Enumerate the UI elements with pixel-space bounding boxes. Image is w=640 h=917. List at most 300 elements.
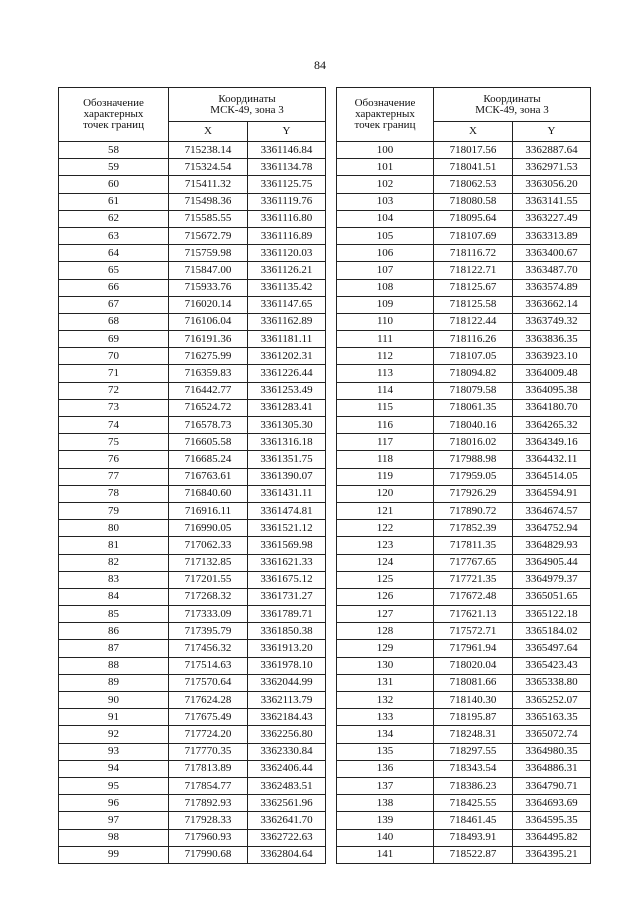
y-coordinate-cell: 3363923.10 (513, 348, 591, 365)
y-coordinate-cell: 3363662.14 (513, 296, 591, 313)
x-coordinate-cell: 717672.48 (434, 588, 513, 605)
x-coordinate-cell: 717960.93 (169, 829, 248, 846)
table-row (59, 795, 326, 812)
point-number-cell: 108 (337, 279, 434, 296)
x-column-header: X (169, 122, 248, 142)
table-row (337, 468, 591, 485)
y-coordinate-cell: 3364514.05 (513, 468, 591, 485)
point-number-cell: 86 (59, 623, 169, 640)
y-coordinate-cell: 3364674.57 (513, 502, 591, 519)
table-row (59, 726, 326, 743)
coordinates-header: Координаты МСК-49, зона 3 (169, 88, 326, 122)
y-coordinate-cell: 3362887.64 (513, 142, 591, 159)
y-coordinate-cell: 3361120.03 (248, 245, 326, 262)
table-row (337, 245, 591, 262)
table-row (59, 159, 326, 176)
table-row (59, 709, 326, 726)
point-number-cell: 130 (337, 657, 434, 674)
y-coordinate-cell: 3362256.80 (248, 726, 326, 743)
point-number-cell: 128 (337, 623, 434, 640)
point-number-cell: 139 (337, 812, 434, 829)
y-coordinate-cell: 3364829.93 (513, 537, 591, 554)
point-number-cell: 132 (337, 692, 434, 709)
x-coordinate-cell: 718061.35 (434, 399, 513, 416)
x-coordinate-cell: 716359.83 (169, 365, 248, 382)
table-row (337, 846, 591, 863)
x-coordinate-cell: 718297.55 (434, 743, 513, 760)
point-number-cell: 99 (59, 846, 169, 863)
point-number-cell: 134 (337, 726, 434, 743)
x-coordinate-cell: 716685.24 (169, 451, 248, 468)
x-coordinate-cell: 715238.14 (169, 142, 248, 159)
y-coordinate-cell: 3365051.65 (513, 588, 591, 605)
point-number-cell: 69 (59, 331, 169, 348)
x-coordinate-cell: 716524.72 (169, 399, 248, 416)
y-coordinate-cell: 3364905.44 (513, 554, 591, 571)
table-row (337, 588, 591, 605)
point-number-cell: 124 (337, 554, 434, 571)
point-number-cell: 61 (59, 193, 169, 210)
table-row (59, 245, 326, 262)
y-coordinate-cell: 3361162.89 (248, 313, 326, 330)
table-row (59, 382, 326, 399)
coordinates-table-right (336, 87, 591, 864)
table-row (337, 417, 591, 434)
table-row (59, 812, 326, 829)
x-coordinate-cell: 718094.82 (434, 365, 513, 382)
table-row (337, 657, 591, 674)
x-coordinate-cell: 718016.02 (434, 434, 513, 451)
table-row (59, 348, 326, 365)
x-coordinate-cell: 717201.55 (169, 571, 248, 588)
x-coordinate-cell: 716763.61 (169, 468, 248, 485)
x-coordinate-cell: 715585.55 (169, 210, 248, 227)
y-coordinate-cell: 3361202.31 (248, 348, 326, 365)
point-number-cell: 117 (337, 434, 434, 451)
y-coordinate-cell: 3361431.11 (248, 485, 326, 502)
x-coordinate-cell: 718020.04 (434, 657, 513, 674)
coordinates-table-left (58, 87, 326, 864)
y-coordinate-cell: 3363836.35 (513, 331, 591, 348)
y-coordinate-cell: 3364886.31 (513, 760, 591, 777)
point-number-cell: 123 (337, 537, 434, 554)
table-row (337, 640, 591, 657)
y-coordinate-cell: 3365423.43 (513, 657, 591, 674)
table-row (337, 623, 591, 640)
table-row (59, 623, 326, 640)
table-row (337, 348, 591, 365)
y-coordinate-cell: 3361226.44 (248, 365, 326, 382)
y-coordinate-cell: 3361116.89 (248, 227, 326, 244)
x-coordinate-cell: 717811.35 (434, 537, 513, 554)
x-coordinate-cell: 718107.69 (434, 227, 513, 244)
point-number-cell: 125 (337, 571, 434, 588)
table-row (337, 210, 591, 227)
y-coordinate-cell: 3362971.53 (513, 159, 591, 176)
point-number-cell: 136 (337, 760, 434, 777)
y-column-header: Y (513, 122, 591, 142)
x-coordinate-cell: 717770.35 (169, 743, 248, 760)
point-number-cell: 91 (59, 709, 169, 726)
x-coordinate-cell: 716191.36 (169, 331, 248, 348)
x-coordinate-cell: 717767.65 (434, 554, 513, 571)
table-row (59, 399, 326, 416)
y-column-header: Y (248, 122, 326, 142)
table-row (337, 451, 591, 468)
x-coordinate-cell: 718095.64 (434, 210, 513, 227)
point-number-cell: 138 (337, 795, 434, 812)
table-row (59, 674, 326, 691)
y-coordinate-cell: 3361126.21 (248, 262, 326, 279)
designation-header: Обозначение характерных точек границ (337, 88, 434, 142)
y-coordinate-cell: 3361569.98 (248, 537, 326, 554)
point-number-cell: 115 (337, 399, 434, 416)
table-row (59, 485, 326, 502)
point-number-cell: 97 (59, 812, 169, 829)
point-number-cell: 129 (337, 640, 434, 657)
designation-header: Обозначение характерных точек границ (59, 88, 169, 142)
table-row (59, 777, 326, 794)
x-coordinate-cell: 716916.11 (169, 502, 248, 519)
x-coordinate-cell: 718116.72 (434, 245, 513, 262)
y-coordinate-cell: 3365252.07 (513, 692, 591, 709)
point-number-cell: 80 (59, 520, 169, 537)
point-number-cell: 100 (337, 142, 434, 159)
y-coordinate-cell: 3362804.64 (248, 846, 326, 863)
y-coordinate-cell: 3361116.80 (248, 210, 326, 227)
point-number-cell: 111 (337, 331, 434, 348)
table-row (337, 485, 591, 502)
x-coordinate-cell: 718080.58 (434, 193, 513, 210)
y-coordinate-cell: 3365497.64 (513, 640, 591, 657)
y-coordinate-cell: 3363313.89 (513, 227, 591, 244)
table-row (59, 365, 326, 382)
y-coordinate-cell: 3361316.18 (248, 434, 326, 451)
y-coordinate-cell: 3361146.84 (248, 142, 326, 159)
x-coordinate-cell: 718461.45 (434, 812, 513, 829)
y-coordinate-cell: 3361390.07 (248, 468, 326, 485)
x-coordinate-cell: 716275.99 (169, 348, 248, 365)
table-row (59, 692, 326, 709)
y-coordinate-cell: 3364095.38 (513, 382, 591, 399)
x-coordinate-cell: 715759.98 (169, 245, 248, 262)
point-number-cell: 141 (337, 846, 434, 863)
table-row (337, 365, 591, 382)
y-coordinate-cell: 3361789.71 (248, 606, 326, 623)
x-coordinate-cell: 717624.28 (169, 692, 248, 709)
x-coordinate-cell: 718041.51 (434, 159, 513, 176)
x-coordinate-cell: 716578.73 (169, 417, 248, 434)
x-coordinate-cell: 718248.31 (434, 726, 513, 743)
table-row (59, 554, 326, 571)
point-number-cell: 78 (59, 485, 169, 502)
y-coordinate-cell: 3361181.11 (248, 331, 326, 348)
point-number-cell: 81 (59, 537, 169, 554)
y-coordinate-cell: 3364349.16 (513, 434, 591, 451)
x-coordinate-cell: 718122.71 (434, 262, 513, 279)
x-coordinate-cell: 715411.32 (169, 176, 248, 193)
y-coordinate-cell: 3364595.35 (513, 812, 591, 829)
x-coordinate-cell: 716605.58 (169, 434, 248, 451)
point-number-cell: 103 (337, 193, 434, 210)
point-number-cell: 88 (59, 657, 169, 674)
table-row (337, 313, 591, 330)
point-number-cell: 66 (59, 279, 169, 296)
point-number-cell: 126 (337, 588, 434, 605)
point-number-cell: 65 (59, 262, 169, 279)
point-number-cell: 98 (59, 829, 169, 846)
y-coordinate-cell: 3361978.10 (248, 657, 326, 674)
y-coordinate-cell: 3362184.43 (248, 709, 326, 726)
y-coordinate-cell: 3362483.51 (248, 777, 326, 794)
y-coordinate-cell: 3362113.79 (248, 692, 326, 709)
point-number-cell: 96 (59, 795, 169, 812)
point-number-cell: 63 (59, 227, 169, 244)
y-coordinate-cell: 3361913.20 (248, 640, 326, 657)
y-coordinate-cell: 3362044.99 (248, 674, 326, 691)
point-number-cell: 67 (59, 296, 169, 313)
table-row (337, 760, 591, 777)
y-coordinate-cell: 3365163.35 (513, 709, 591, 726)
point-number-cell: 109 (337, 296, 434, 313)
point-number-cell: 119 (337, 468, 434, 485)
point-number-cell: 105 (337, 227, 434, 244)
table-row (59, 331, 326, 348)
point-number-cell: 68 (59, 313, 169, 330)
table-row (337, 502, 591, 519)
x-coordinate-cell: 715847.00 (169, 262, 248, 279)
point-number-cell: 72 (59, 382, 169, 399)
x-coordinate-cell: 718062.53 (434, 176, 513, 193)
x-coordinate-cell: 717395.79 (169, 623, 248, 640)
x-coordinate-cell: 716990.05 (169, 520, 248, 537)
table-row (59, 176, 326, 193)
y-coordinate-cell: 3361351.75 (248, 451, 326, 468)
y-coordinate-cell: 3364495.82 (513, 829, 591, 846)
y-coordinate-cell: 3361850.38 (248, 623, 326, 640)
y-coordinate-cell: 3364009.48 (513, 365, 591, 382)
x-coordinate-cell: 718125.67 (434, 279, 513, 296)
y-coordinate-cell: 3364790.71 (513, 777, 591, 794)
point-number-cell: 62 (59, 210, 169, 227)
table-row (337, 674, 591, 691)
table-row (337, 159, 591, 176)
y-coordinate-cell: 3361675.12 (248, 571, 326, 588)
y-coordinate-cell: 3361125.75 (248, 176, 326, 193)
table-row (337, 606, 591, 623)
x-coordinate-cell: 715933.76 (169, 279, 248, 296)
x-coordinate-cell: 717721.35 (434, 571, 513, 588)
y-coordinate-cell: 3364979.37 (513, 571, 591, 588)
point-number-cell: 95 (59, 777, 169, 794)
x-coordinate-cell: 716020.14 (169, 296, 248, 313)
x-coordinate-cell: 718122.44 (434, 313, 513, 330)
y-coordinate-cell: 3361731.27 (248, 588, 326, 605)
y-coordinate-cell: 3363487.70 (513, 262, 591, 279)
x-coordinate-cell: 717570.64 (169, 674, 248, 691)
y-coordinate-cell: 3364980.35 (513, 743, 591, 760)
point-number-cell: 135 (337, 743, 434, 760)
y-coordinate-cell: 3361135.42 (248, 279, 326, 296)
table-row (337, 142, 591, 159)
point-number-cell: 122 (337, 520, 434, 537)
point-number-cell: 137 (337, 777, 434, 794)
point-number-cell: 73 (59, 399, 169, 416)
y-coordinate-cell: 3361621.33 (248, 554, 326, 571)
table-row (59, 571, 326, 588)
table-row (337, 296, 591, 313)
x-coordinate-cell: 718343.54 (434, 760, 513, 777)
y-coordinate-cell: 3362330.84 (248, 743, 326, 760)
x-coordinate-cell: 717961.94 (434, 640, 513, 657)
point-number-cell: 106 (337, 245, 434, 262)
table-row (337, 777, 591, 794)
point-number-cell: 58 (59, 142, 169, 159)
table-row (59, 640, 326, 657)
table-row (59, 279, 326, 296)
x-coordinate-cell: 717959.05 (434, 468, 513, 485)
table-row (59, 142, 326, 159)
x-coordinate-cell: 717456.32 (169, 640, 248, 657)
x-coordinate-cell: 715672.79 (169, 227, 248, 244)
table-row (59, 606, 326, 623)
table-row (337, 812, 591, 829)
point-number-cell: 85 (59, 606, 169, 623)
table-row (337, 434, 591, 451)
x-coordinate-cell: 718081.66 (434, 674, 513, 691)
table-row (59, 846, 326, 863)
y-coordinate-cell: 3364432.11 (513, 451, 591, 468)
x-coordinate-cell: 717813.89 (169, 760, 248, 777)
table-row (337, 193, 591, 210)
table-row (59, 417, 326, 434)
y-coordinate-cell: 3362406.44 (248, 760, 326, 777)
y-coordinate-cell: 3361305.30 (248, 417, 326, 434)
x-coordinate-cell: 716106.04 (169, 313, 248, 330)
x-coordinate-cell: 718522.87 (434, 846, 513, 863)
table-row (59, 434, 326, 451)
x-column-header: X (434, 122, 513, 142)
point-number-cell: 79 (59, 502, 169, 519)
x-coordinate-cell: 718079.58 (434, 382, 513, 399)
y-coordinate-cell: 3361283.41 (248, 399, 326, 416)
x-coordinate-cell: 716442.77 (169, 382, 248, 399)
point-number-cell: 112 (337, 348, 434, 365)
x-coordinate-cell: 717990.68 (169, 846, 248, 863)
point-number-cell: 110 (337, 313, 434, 330)
point-number-cell: 74 (59, 417, 169, 434)
point-number-cell: 121 (337, 502, 434, 519)
y-coordinate-cell: 3365072.74 (513, 726, 591, 743)
x-coordinate-cell: 717890.72 (434, 502, 513, 519)
table-row (337, 227, 591, 244)
x-coordinate-cell: 717572.71 (434, 623, 513, 640)
y-coordinate-cell: 3363400.67 (513, 245, 591, 262)
point-number-cell: 140 (337, 829, 434, 846)
table-row (59, 520, 326, 537)
table-row (59, 313, 326, 330)
x-coordinate-cell: 718140.30 (434, 692, 513, 709)
x-coordinate-cell: 718107.05 (434, 348, 513, 365)
point-number-cell: 89 (59, 674, 169, 691)
table-row (337, 382, 591, 399)
x-coordinate-cell: 717621.13 (434, 606, 513, 623)
table-row (337, 743, 591, 760)
y-coordinate-cell: 3361474.81 (248, 502, 326, 519)
y-coordinate-cell: 3365338.80 (513, 674, 591, 691)
y-coordinate-cell: 3365122.18 (513, 606, 591, 623)
x-coordinate-cell: 718040.16 (434, 417, 513, 434)
x-coordinate-cell: 717854.77 (169, 777, 248, 794)
x-coordinate-cell: 718195.87 (434, 709, 513, 726)
point-number-cell: 113 (337, 365, 434, 382)
point-number-cell: 94 (59, 760, 169, 777)
coordinates-header: Координаты МСК-49, зона 3 (434, 88, 591, 122)
table-row (337, 709, 591, 726)
y-coordinate-cell: 3363227.49 (513, 210, 591, 227)
y-coordinate-cell: 3362561.96 (248, 795, 326, 812)
table-row (337, 262, 591, 279)
y-coordinate-cell: 3364594.91 (513, 485, 591, 502)
x-coordinate-cell: 715498.36 (169, 193, 248, 210)
table-row (59, 296, 326, 313)
x-coordinate-cell: 718425.55 (434, 795, 513, 812)
point-number-cell: 83 (59, 571, 169, 588)
point-number-cell: 60 (59, 176, 169, 193)
x-coordinate-cell: 718125.58 (434, 296, 513, 313)
x-coordinate-cell: 717988.98 (434, 451, 513, 468)
y-coordinate-cell: 3361147.65 (248, 296, 326, 313)
point-number-cell: 71 (59, 365, 169, 382)
table-row (337, 331, 591, 348)
y-coordinate-cell: 3361253.49 (248, 382, 326, 399)
point-number-cell: 87 (59, 640, 169, 657)
point-number-cell: 102 (337, 176, 434, 193)
table-row (59, 262, 326, 279)
table-row (59, 657, 326, 674)
y-coordinate-cell: 3364752.94 (513, 520, 591, 537)
x-coordinate-cell: 717892.93 (169, 795, 248, 812)
table-row (337, 554, 591, 571)
y-coordinate-cell: 3364180.70 (513, 399, 591, 416)
table-row (337, 537, 591, 554)
table-row (337, 520, 591, 537)
y-coordinate-cell: 3363056.20 (513, 176, 591, 193)
y-coordinate-cell: 3364693.69 (513, 795, 591, 812)
x-coordinate-cell: 717926.29 (434, 485, 513, 502)
x-coordinate-cell: 717852.39 (434, 520, 513, 537)
y-coordinate-cell: 3363749.32 (513, 313, 591, 330)
point-number-cell: 76 (59, 451, 169, 468)
point-number-cell: 59 (59, 159, 169, 176)
y-coordinate-cell: 3362722.63 (248, 829, 326, 846)
table-row (337, 829, 591, 846)
point-number-cell: 77 (59, 468, 169, 485)
x-coordinate-cell: 718386.23 (434, 777, 513, 794)
y-coordinate-cell: 3364395.21 (513, 846, 591, 863)
point-number-cell: 114 (337, 382, 434, 399)
point-number-cell: 101 (337, 159, 434, 176)
table-row (59, 829, 326, 846)
point-number-cell: 116 (337, 417, 434, 434)
y-coordinate-cell: 3361521.12 (248, 520, 326, 537)
point-number-cell: 90 (59, 692, 169, 709)
point-number-cell: 92 (59, 726, 169, 743)
table-row (59, 537, 326, 554)
table-row (59, 502, 326, 519)
x-coordinate-cell: 718017.56 (434, 142, 513, 159)
table-row (59, 227, 326, 244)
